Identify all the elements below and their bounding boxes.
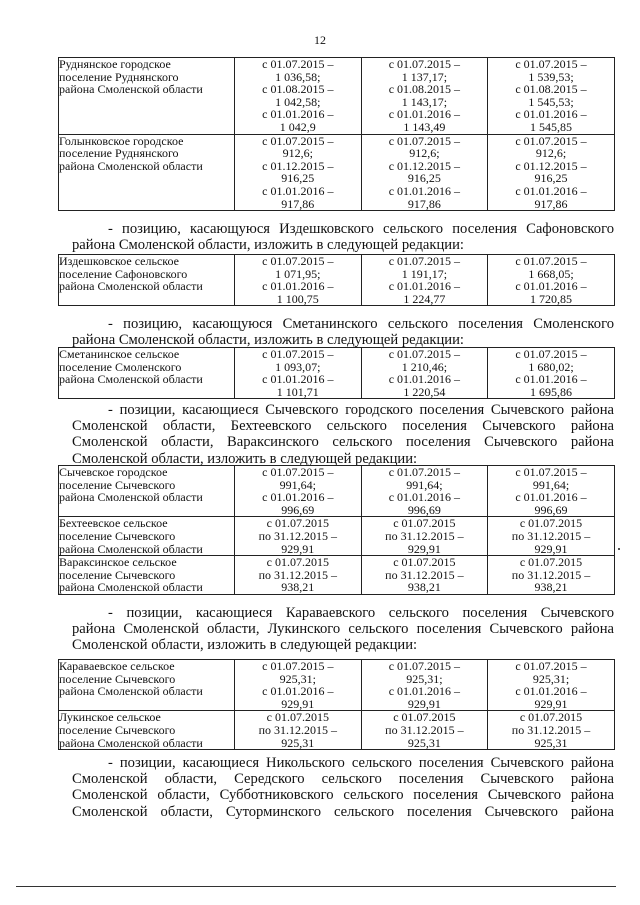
settlement-name-line: района Смоленской области (59, 372, 203, 387)
tariff-value-line: с 01.07.2015 – (388, 465, 461, 479)
table-row (59, 517, 615, 556)
tariff-value-line: 929,91 (281, 541, 315, 556)
tariff-value-line: с 01.07.2015 – (515, 465, 587, 479)
tariff-value-line: 912,6; (282, 146, 313, 161)
settlement-name-line: района Смоленской области (59, 541, 203, 556)
tariff-value-line: 991,64; (532, 477, 570, 492)
tariff-value-line: с 01.07.2015 – (515, 57, 587, 71)
settlement-name-cell (59, 255, 235, 306)
tariff-value-line: с 01.07.2015 (519, 555, 583, 570)
paragraph-smetanino (72, 316, 614, 348)
settlement-name-line: района Смоленской области (59, 580, 203, 595)
table-row (59, 58, 615, 135)
paragraph-line: Смоленской области, Субботниковского сельского поселения Сычевского района (72, 787, 614, 804)
tariff-value-line: 938,21 (407, 580, 441, 595)
tariff-value-line: по 31.12.2015 – (258, 722, 337, 737)
settlement-name-line: района Смоленской области (59, 279, 203, 294)
tariff-value-cell (488, 711, 615, 750)
settlement-name-cell (59, 348, 235, 399)
tariff-value-cell (361, 255, 488, 306)
tariff-value-line: 1 545,53; (528, 94, 574, 109)
paragraph-line: - позиции, касающиеся Сычевского городского поселения Сычевского района (108, 402, 614, 418)
tariff-value-line: с 01.07.2015 – (388, 254, 461, 268)
tariff-value-line: с 01.01.2016 – (262, 183, 334, 198)
tariff-value-line: 925,31; (279, 671, 316, 686)
tariff-value-line: 1 695,86 (529, 384, 572, 399)
tariff-value-line: с 01.01.2016 – (515, 372, 587, 387)
tariff-value-line: с 01.01.2016 – (515, 684, 587, 699)
paragraph-line: района Смоленской области, изложить в следующей редакции: (72, 237, 464, 254)
table-row (59, 660, 615, 711)
tariff-value-line: 991,64; (279, 477, 316, 492)
tariff-value-line: 925,31 (281, 735, 315, 750)
tariff-value-line: 996,69 (407, 502, 441, 517)
tariff-value-line: с 01.07.2015 (393, 516, 456, 531)
tariff-value-line: с 01.01.2016 – (262, 279, 334, 294)
tariff-value-cell (235, 517, 362, 556)
tariff-value-line: с 01.07.2015 – (515, 254, 587, 268)
tariff-value-line: с 01.07.2015 – (515, 347, 587, 361)
tariff-value-line: 1 137,17; (401, 69, 448, 84)
tariff-value-line: 1 100,75 (276, 291, 319, 306)
tariff-value-line: с 01.12.2015 – (515, 158, 587, 173)
tariff-value-line: 991,64; (406, 477, 443, 492)
tariff-value-line: с 01.01.2016 – (388, 372, 461, 387)
tariff-value-line: с 01.07.2015 – (262, 347, 334, 361)
tariff-value-line: с 01.07.2015 (393, 555, 456, 570)
tariff-value-line: 917,86 (407, 196, 441, 211)
tariff-value-line: 929,91 (534, 541, 568, 556)
tariff-value-line: с 01.07.2015 (266, 516, 329, 531)
tariff-value-line: по 31.12.2015 – (385, 528, 464, 543)
tariff-value-line: 917,86 (534, 196, 568, 211)
tariff-value-cell (488, 58, 615, 135)
tariff-value-line: по 31.12.2015 – (385, 567, 464, 582)
tariff-value-cell (235, 58, 362, 135)
tariff-value-line: с 01.07.2015 – (262, 465, 334, 479)
tariff-value-cell (235, 711, 362, 750)
tariff-value-line: 916,25 (534, 171, 568, 186)
tariff-table-karavaevo (58, 659, 615, 750)
tariff-value-line: с 01.07.2015 – (262, 57, 334, 71)
tariff-value-line: 1 042,9 (279, 119, 316, 134)
tariff-value-line: 1 143,17; (401, 94, 448, 109)
tariff-value-line: с 01.01.2016 – (262, 107, 334, 122)
settlement-name-line: Лукинское сельское (59, 710, 161, 725)
tariff-value-line: 1 101,71 (276, 384, 319, 399)
tariff-value-cell (361, 466, 488, 517)
settlement-name-line: Сметанинское сельское (59, 347, 180, 361)
tariff-value-line: по 31.12.2015 – (258, 528, 337, 543)
tariff-value-line: 1 668,05; (528, 266, 574, 281)
settlement-name-line: района Смоленской области (59, 735, 203, 750)
tariff-value-line: 996,69 (534, 502, 568, 517)
tariff-value-line: 929,91 (407, 696, 441, 711)
tariff-value-line: с 01.07.2015 (519, 710, 583, 725)
tariff-value-line: с 01.08.2015 – (388, 82, 461, 97)
tariff-value-cell (488, 348, 615, 399)
tariff-value-cell (488, 134, 615, 211)
tariff-value-line: 1 680,02; (528, 359, 574, 374)
paragraph-karavaevo (58, 605, 614, 654)
settlement-name-cell (59, 134, 235, 211)
tariff-value-cell (361, 660, 488, 711)
paragraph-line: Смоленской области, Середского сельского поселения Сычевского района (72, 771, 614, 788)
tariff-value-line: с 01.01.2016 – (388, 279, 461, 294)
tariff-value-line: 1 036,58; (275, 69, 321, 84)
tariff-value-cell (488, 556, 615, 595)
tariff-value-line: с 01.01.2016 – (388, 490, 461, 505)
tariff-value-line: 929,91 (534, 696, 568, 711)
tariff-value-line: с 01.01.2016 – (388, 684, 461, 699)
tariff-table-sychevka (58, 465, 615, 595)
tariff-value-line: с 01.08.2015 – (515, 82, 587, 97)
tariff-value-cell (488, 660, 615, 711)
paragraph-line: - позиции, касающиеся Караваевского сельского поселения Сычевского (108, 605, 614, 621)
settlement-name-cell (59, 517, 235, 556)
tariff-value-line: 929,91 (281, 696, 315, 711)
tariff-value-line: с 01.07.2015 (266, 710, 329, 725)
tariff-table-smetanino (58, 347, 615, 399)
tariff-value-line: 925,31 (407, 735, 441, 750)
tariff-value-line: с 01.01.2016 – (515, 279, 587, 294)
settlement-name-line: поселение Сычевского (59, 477, 176, 492)
table-row (59, 255, 615, 306)
scan-speck (618, 548, 620, 550)
settlement-name-line: района Смоленской области (59, 158, 203, 173)
tariff-value-line: с 01.07.2015 (266, 555, 329, 570)
tariff-value-line: с 01.07.2015 – (262, 133, 334, 148)
paragraph-line: района Смоленской области, Лукинского сельского поселения Сычевского района (72, 621, 614, 638)
tariff-value-cell (488, 466, 615, 517)
paragraph-sychevka (58, 402, 614, 467)
paragraph-line: Смоленской области, Бехтеевского сельского поселения Сычевского района (72, 418, 614, 435)
tariff-value-line: 938,21 (281, 580, 315, 595)
settlement-name-cell (59, 556, 235, 595)
tariff-value-line: с 01.08.2015 – (262, 82, 334, 97)
settlement-name-line: поселение Смоленского (59, 359, 182, 374)
tariff-value-cell (235, 134, 362, 211)
tariff-value-cell (361, 517, 488, 556)
tariff-table-izdeshkovo (58, 254, 615, 306)
tariff-value-line: с 01.01.2016 – (262, 684, 334, 699)
tariff-table-rudnya (58, 57, 615, 211)
tariff-value-line: с 01.07.2015 – (388, 57, 461, 71)
settlement-name-line: района Смоленской области (59, 82, 203, 97)
tariff-value-cell (488, 255, 615, 306)
tariff-value-line: с 01.01.2016 – (388, 107, 461, 122)
table-row (59, 348, 615, 399)
table-row (59, 466, 615, 517)
tariff-value-line: с 01.01.2016 – (515, 183, 587, 198)
tariff-value-line: с 01.07.2015 – (388, 347, 461, 361)
settlement-name-cell (59, 660, 235, 711)
tariff-value-line: с 01.01.2016 – (515, 107, 587, 122)
paragraph-line: - позиции, касающиеся Никольского сельского поселения Сычевского района (108, 755, 614, 771)
paragraph-line: Смоленской области, изложить в следующей редакции: (72, 450, 418, 467)
settlement-name-line: поселение Сычевского (59, 528, 176, 543)
settlement-name-line: поселение Руднянского (59, 69, 179, 84)
settlement-name-line: поселение Сычевского (59, 671, 176, 686)
table-row (59, 556, 615, 595)
tariff-value-cell (361, 556, 488, 595)
settlement-name-line: поселение Руднянского (59, 146, 179, 161)
tariff-value-line: 912,6; (535, 146, 567, 161)
tariff-value-cell (361, 134, 488, 211)
tariff-value-cell (235, 556, 362, 595)
tariff-value-line: с 01.01.2016 – (388, 183, 461, 198)
tariff-value-line: 1 720,85 (529, 291, 572, 306)
settlement-name-line: поселение Сафоновского (59, 266, 188, 281)
tariff-value-line: с 01.07.2015 – (515, 133, 587, 148)
tariff-value-line: с 01.07.2015 – (515, 659, 587, 673)
paragraph-line: Смоленской области, изложить в следующей редакции: (72, 637, 418, 654)
tariff-value-cell (235, 466, 362, 517)
settlement-name-line: Вараксинское сельское (59, 555, 177, 570)
settlement-name-line: района Смоленской области (59, 684, 203, 699)
tariff-value-cell (361, 348, 488, 399)
settlement-name-line: Сычевское городское (59, 465, 168, 479)
tariff-value-line: 916,25 (281, 171, 315, 186)
tariff-value-line: по 31.12.2015 – (258, 567, 337, 582)
tariff-value-line: 925,31 (534, 735, 568, 750)
tariff-value-cell (235, 660, 362, 711)
tariff-value-line: 1 539,53; (528, 69, 574, 84)
paragraph-line: - позицию, касающуюся Издешковского сельского поселения Сафоновского (108, 221, 614, 237)
tariff-value-line: с 01.12.2015 – (388, 158, 461, 173)
table-row (59, 134, 615, 211)
tariff-value-line: 925,31; (532, 671, 570, 686)
settlement-name-line: района Смоленской области (59, 490, 203, 505)
tariff-value-line: 912,6; (409, 146, 440, 161)
tariff-value-line: с 01.07.2015 – (262, 659, 334, 673)
tariff-value-line: с 01.12.2015 – (262, 158, 334, 173)
settlement-name-line: поселение Сычевского (59, 722, 176, 737)
tariff-value-line: 1 071,95; (275, 266, 321, 281)
tariff-value-line: 1 545,85 (529, 119, 572, 134)
settlement-name-cell (59, 58, 235, 135)
tariff-value-line: 1 093,07; (275, 359, 321, 374)
footer-rule (16, 886, 616, 887)
tariff-value-line: с 01.07.2015 – (388, 133, 461, 148)
page-number: 12 (314, 33, 326, 47)
tariff-value-line: 1 042,58; (275, 94, 321, 109)
tariff-value-line: с 01.01.2016 – (515, 490, 587, 505)
table-row (59, 711, 615, 750)
tariff-value-line: 917,86 (281, 196, 315, 211)
paragraph-izdeshkovo (72, 221, 614, 253)
paragraph-line: района Смоленской области, изложить в следующей редакции: (72, 332, 464, 349)
tariff-value-line: с 01.01.2016 – (262, 372, 334, 387)
tariff-value-line: 925,31; (406, 671, 443, 686)
tariff-value-cell (361, 711, 488, 750)
settlement-name-line: Караваевское сельское (59, 659, 175, 673)
tariff-value-cell (361, 58, 488, 135)
tariff-value-line: по 31.12.2015 – (511, 722, 591, 737)
tariff-value-cell (235, 348, 362, 399)
tariff-value-line: 916,25 (407, 171, 441, 186)
tariff-value-line: с 01.07.2015 – (388, 659, 461, 673)
tariff-value-cell (235, 255, 362, 306)
settlement-name-line: Голынковское городское (59, 133, 184, 148)
settlement-name-line: Руднянское городское (59, 57, 171, 71)
paragraph-line: - позицию, касающуюся Сметанинского сельского поселения Смоленского (108, 316, 614, 332)
tariff-value-line: 1 191,17; (401, 266, 448, 281)
paragraph-line: Смоленской области, Вараксинского сельского поселения Сычевского района (72, 434, 614, 451)
settlement-name-line: Издешковское сельское (59, 254, 179, 268)
tariff-value-line: по 31.12.2015 – (511, 528, 591, 543)
tariff-value-line: с 01.07.2015 (393, 710, 456, 725)
settlement-name-cell (59, 466, 235, 517)
settlement-name-cell (59, 711, 235, 750)
tariff-value-line: 938,21 (534, 580, 568, 595)
settlement-name-line: Бехтеевское сельское (59, 516, 168, 531)
tariff-value-line: 1 220,54 (403, 384, 446, 399)
tariff-value-line: 996,69 (281, 502, 315, 517)
paragraph-nikolskoe (58, 755, 614, 820)
paragraph-line: Смоленской области, Суторминского сельского поселения Сычевского района (72, 803, 614, 820)
settlement-name-line: поселение Сычевского (59, 567, 176, 582)
tariff-value-line: по 31.12.2015 – (385, 722, 464, 737)
tariff-value-line: с 01.01.2016 – (262, 490, 334, 505)
tariff-value-line: 929,91 (407, 541, 441, 556)
tariff-value-line: с 01.07.2015 (519, 516, 583, 531)
tariff-value-line: 1 143,49 (403, 119, 446, 134)
tariff-value-line: по 31.12.2015 – (511, 567, 591, 582)
tariff-value-cell (488, 517, 615, 556)
tariff-value-line: 1 210,46; (401, 359, 448, 374)
tariff-value-line: 1 224,77 (403, 291, 446, 306)
tariff-value-line: с 01.07.2015 – (262, 254, 334, 268)
